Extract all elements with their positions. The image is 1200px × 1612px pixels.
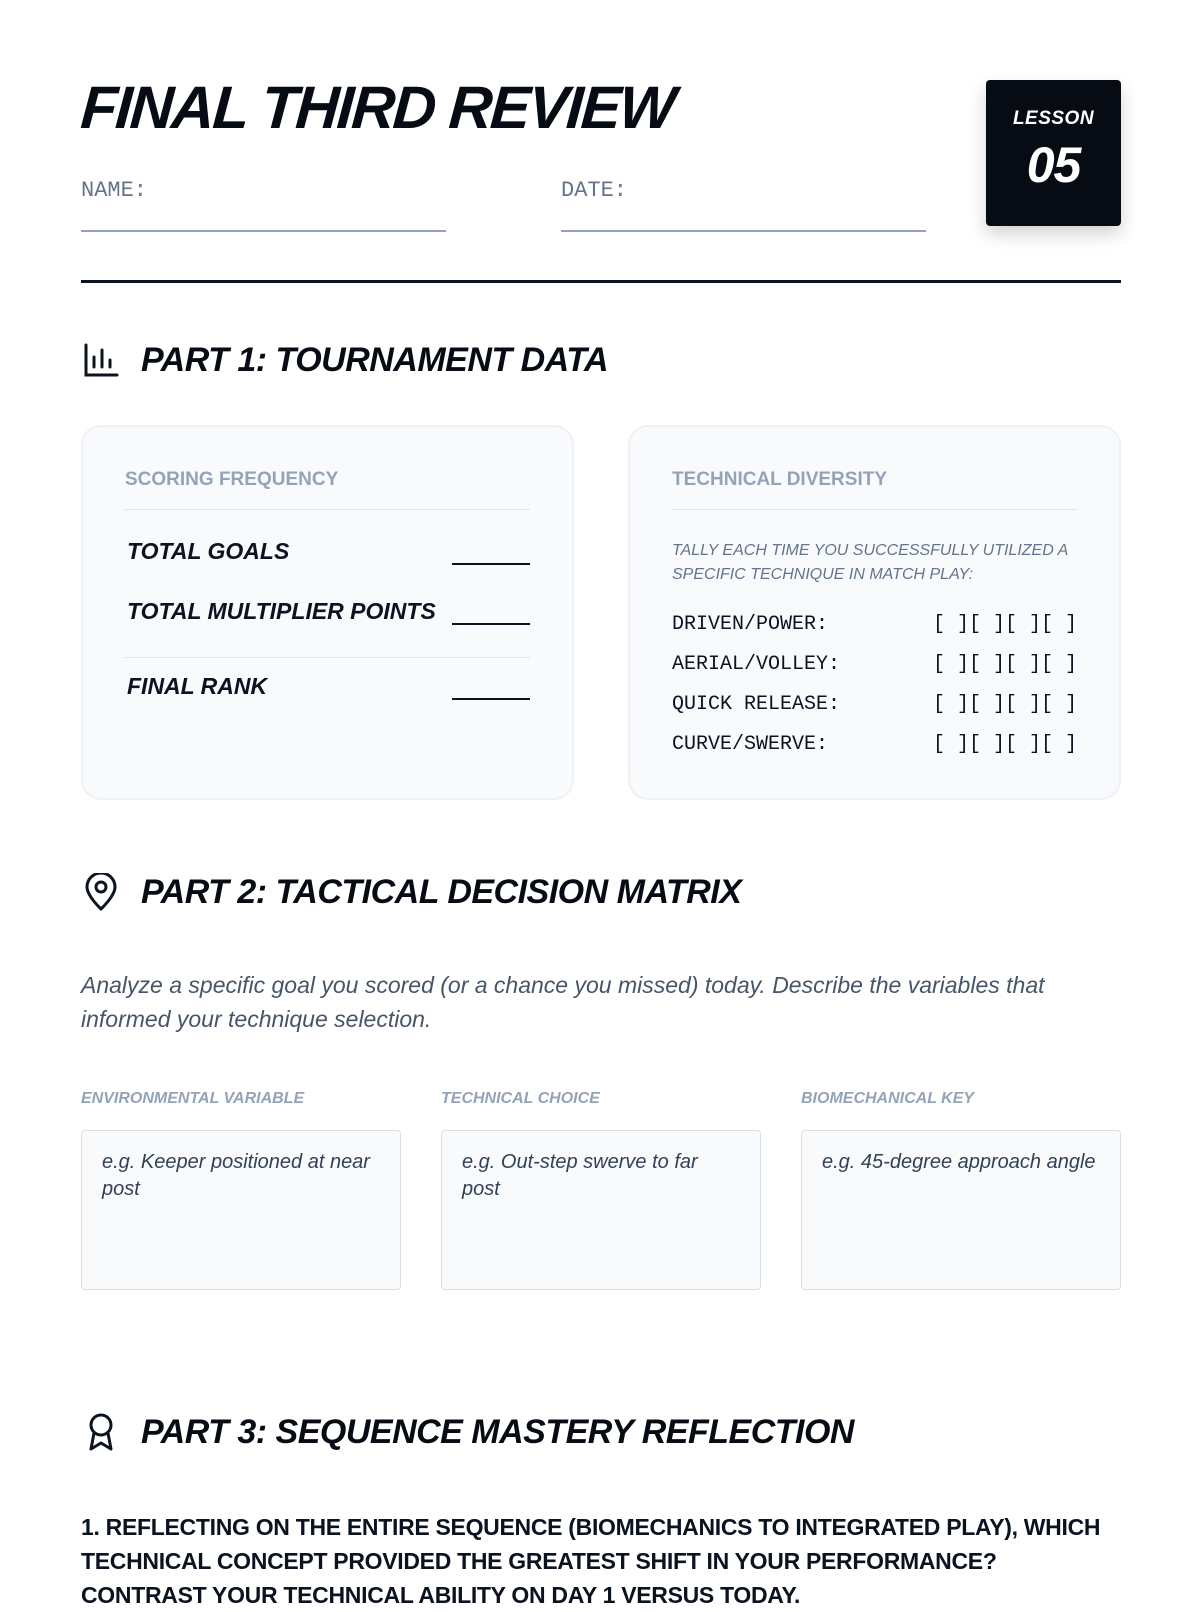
matrix-column-label: TECHNICAL CHOICE: [441, 1090, 600, 1107]
matrix-column-label: ENVIRONMENTAL VARIABLE: [81, 1090, 305, 1107]
tally-row: [672, 733, 1077, 756]
part2-instructions: Analyze a specific goal you scored (or a chance you missed) today. Describe the variables that informed your technique selection.: [81, 972, 1045, 1032]
multiplier-points-field[interactable]: [452, 603, 530, 625]
scoring-frequency-card: [81, 425, 574, 800]
part3-heading: [81, 1412, 854, 1452]
tally-boxes[interactable]: [ ][ ][ ][ ]: [932, 733, 1077, 756]
diversity-card-title: TECHNICAL DIVERSITY: [672, 469, 888, 490]
tally-row: [672, 653, 1077, 676]
total-goals-field[interactable]: [452, 543, 530, 565]
header-divider: [81, 280, 1121, 283]
tally-label: AERIAL/VOLLEY:: [672, 653, 841, 676]
technical-diversity-card: [628, 425, 1121, 800]
page-title: FINAL THIRD REVIEW: [78, 74, 677, 141]
matrix-column-label: BIOMECHANICAL KEY: [801, 1090, 975, 1107]
tally-label: DRIVEN/POWER:: [672, 613, 829, 636]
worksheet-page: [78, 0, 1121, 1608]
stat-label: TOTAL MULTIPLIER POINTS: [127, 598, 436, 624]
part2-heading: [81, 872, 741, 912]
tally-boxes[interactable]: [ ][ ][ ][ ]: [932, 613, 1077, 636]
stat-label: FINAL RANK: [127, 673, 268, 699]
tally-row: [672, 613, 1077, 636]
reflection-question-1: 1. REFLECTING ON THE ENTIRE SEQUENCE (BIOMECHANICS TO INTEGRATED PLAY), WHICH TECHNICAL CONCEPT PROVIDED THE GREATEST SHIFT IN YOUR PERFORMANCE? CONTRAST YOUR TECHNICAL ABILITY ON DAY 1 VERSUS TODAY.: [81, 1514, 1101, 1608]
tally-boxes[interactable]: [ ][ ][ ][ ]: [932, 653, 1077, 676]
part2-title: PART 2: TACTICAL DECISION MATRIX: [141, 872, 742, 911]
date-label: DATE:: [561, 178, 628, 203]
name-label: NAME:: [81, 178, 148, 203]
bar-chart-icon: [81, 340, 121, 380]
stat-row-final-rank: [127, 673, 530, 700]
part1-heading: [81, 340, 608, 380]
lesson-badge: [986, 80, 1121, 226]
date-field[interactable]: [561, 230, 926, 232]
tally-instructions: TALLY EACH TIME YOU SUCCESSFULLY UTILIZED A SPECIFIC TECHNIQUE IN MATCH PLAY:: [672, 542, 1068, 583]
stat-row-total-goals: [127, 538, 530, 565]
lesson-number: 05: [1026, 137, 1081, 193]
tally-label: CURVE/SWERVE:: [672, 733, 829, 756]
award-icon: [81, 1412, 121, 1452]
card-divider: [672, 509, 1077, 510]
map-pin-icon: [81, 872, 121, 912]
scoring-card-title: SCORING FREQUENCY: [125, 469, 339, 490]
part3-title: PART 3: SEQUENCE MASTERY REFLECTION: [141, 1412, 854, 1451]
biomechanical-key-input[interactable]: e.g. 45-degree approach angle: [801, 1130, 1121, 1290]
technical-choice-input[interactable]: e.g. Out-step swerve to far post: [441, 1130, 761, 1290]
name-field[interactable]: [81, 230, 446, 232]
card-divider: [125, 509, 530, 510]
stat-row-multiplier: [127, 598, 530, 625]
tally-row: [672, 693, 1077, 716]
final-rank-field[interactable]: [452, 678, 530, 700]
card-divider: [125, 657, 530, 658]
tally-boxes[interactable]: [ ][ ][ ][ ]: [932, 693, 1077, 716]
part1-title: PART 1: TOURNAMENT DATA: [141, 340, 609, 379]
environmental-variable-input[interactable]: e.g. Keeper positioned at near post: [81, 1130, 401, 1290]
tally-label: QUICK RELEASE:: [672, 693, 841, 716]
stat-label: TOTAL GOALS: [127, 538, 290, 564]
lesson-label: LESSON: [1012, 108, 1095, 129]
